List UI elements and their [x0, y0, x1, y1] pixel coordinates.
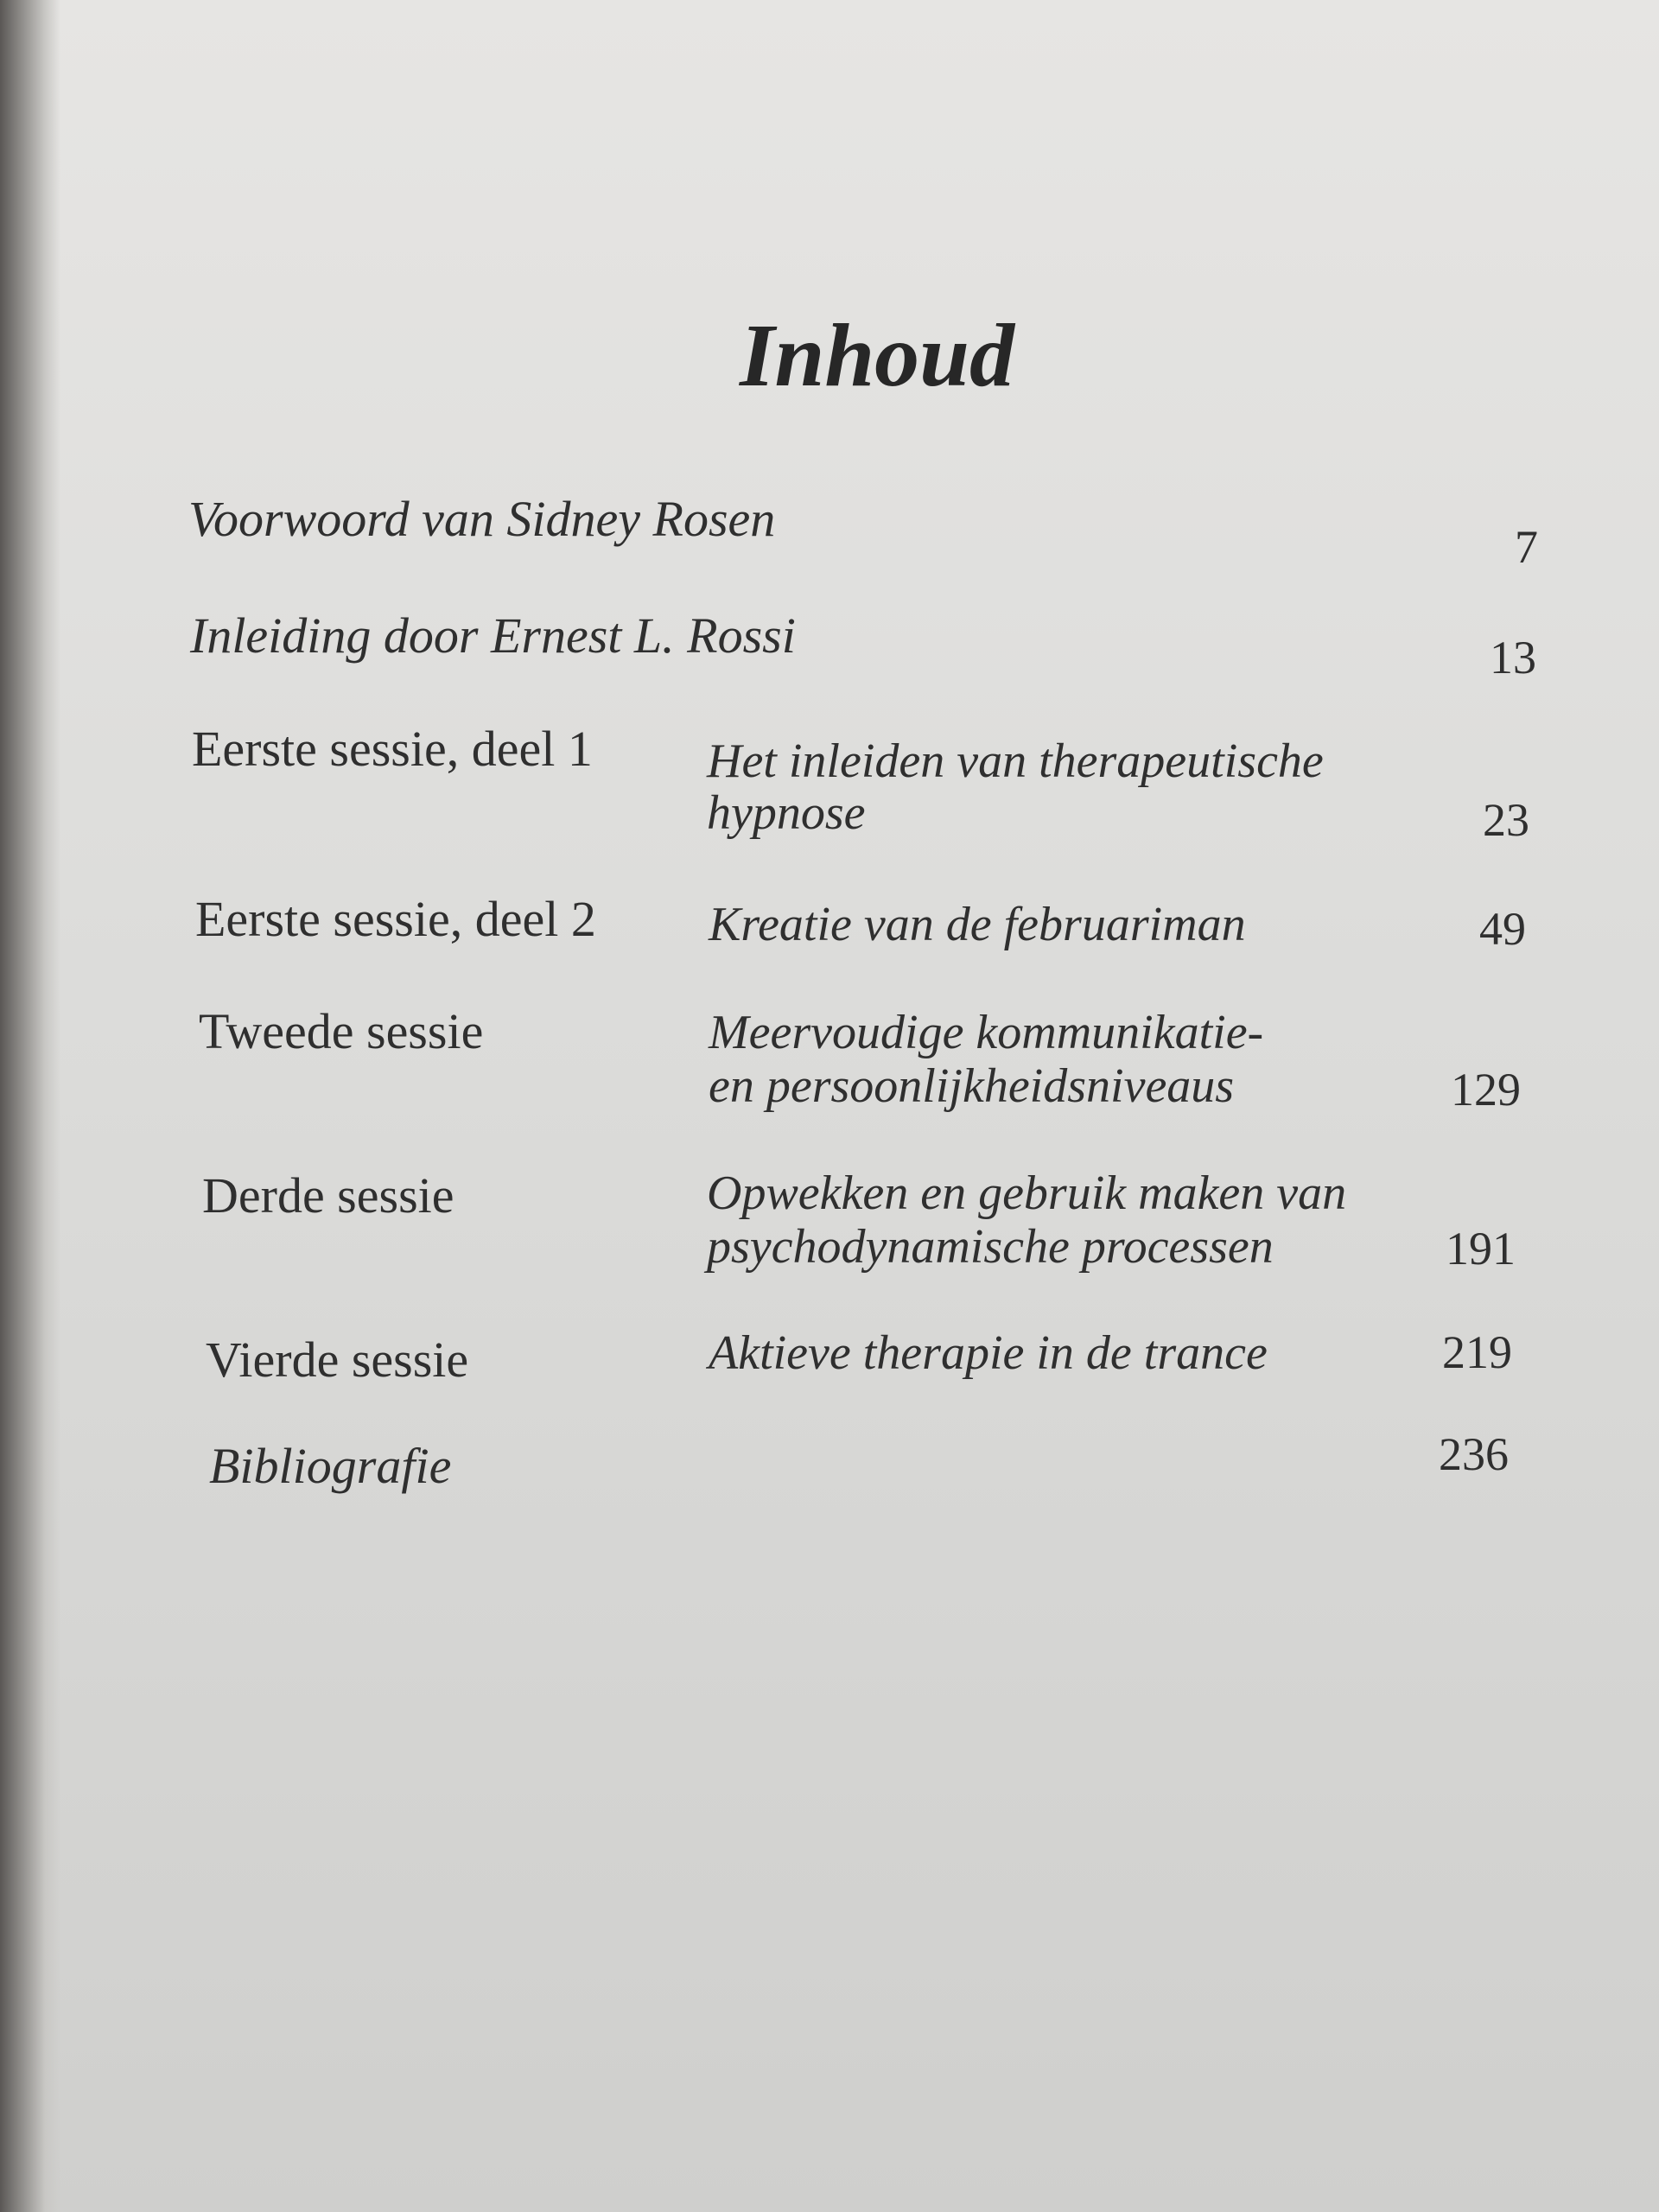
toc-entry-title: Bibliografie — [209, 1438, 452, 1494]
toc-entry-page-number: 13 — [1490, 632, 1536, 683]
toc-entry-title: Tweede sessie — [199, 1003, 484, 1059]
toc-entry-description-line: Het inleiden van therapeutische — [707, 734, 1324, 788]
toc-entry-page-number: 219 — [1442, 1326, 1512, 1378]
toc-entry-title: Voorwoord van Sidney Rosen — [188, 491, 776, 547]
toc-entry-page-number: 236 — [1439, 1428, 1509, 1480]
toc-entry-description-line: psychodynamische processen — [707, 1220, 1274, 1274]
toc-entry-description-line: Kreatie van de februariman — [709, 898, 1246, 951]
toc-entry-title: Eerste sessie, deel 1 — [192, 721, 593, 777]
toc-entry-description-line: Aktieve therapie in de trance — [709, 1326, 1268, 1380]
toc-entry-title: Vierde sessie — [206, 1332, 469, 1388]
toc-entry-page-number: 23 — [1483, 794, 1529, 846]
toc-entry-title: Inleiding door Ernest L. Rossi — [190, 607, 796, 664]
toc-entry-title: Derde sessie — [202, 1167, 454, 1224]
toc-entry-page-number: 7 — [1515, 521, 1538, 573]
toc-entry-page-number: 49 — [1479, 903, 1526, 955]
page-title: Inhoud — [740, 306, 1014, 405]
toc-entry-description-line: Opwekken en gebruik maken van — [707, 1166, 1347, 1220]
toc-entry-page-number: 191 — [1446, 1223, 1516, 1274]
toc-entry-page-number: 129 — [1451, 1064, 1521, 1116]
toc-entry-description-line: Meervoudige kommunikatie- — [709, 1006, 1264, 1059]
toc-entry-description-line: hypnose — [707, 786, 866, 840]
toc-entry-title: Eerste sessie, deel 2 — [195, 891, 596, 947]
toc-entry-description-line: en persoonlijkheidsniveaus — [709, 1059, 1235, 1113]
